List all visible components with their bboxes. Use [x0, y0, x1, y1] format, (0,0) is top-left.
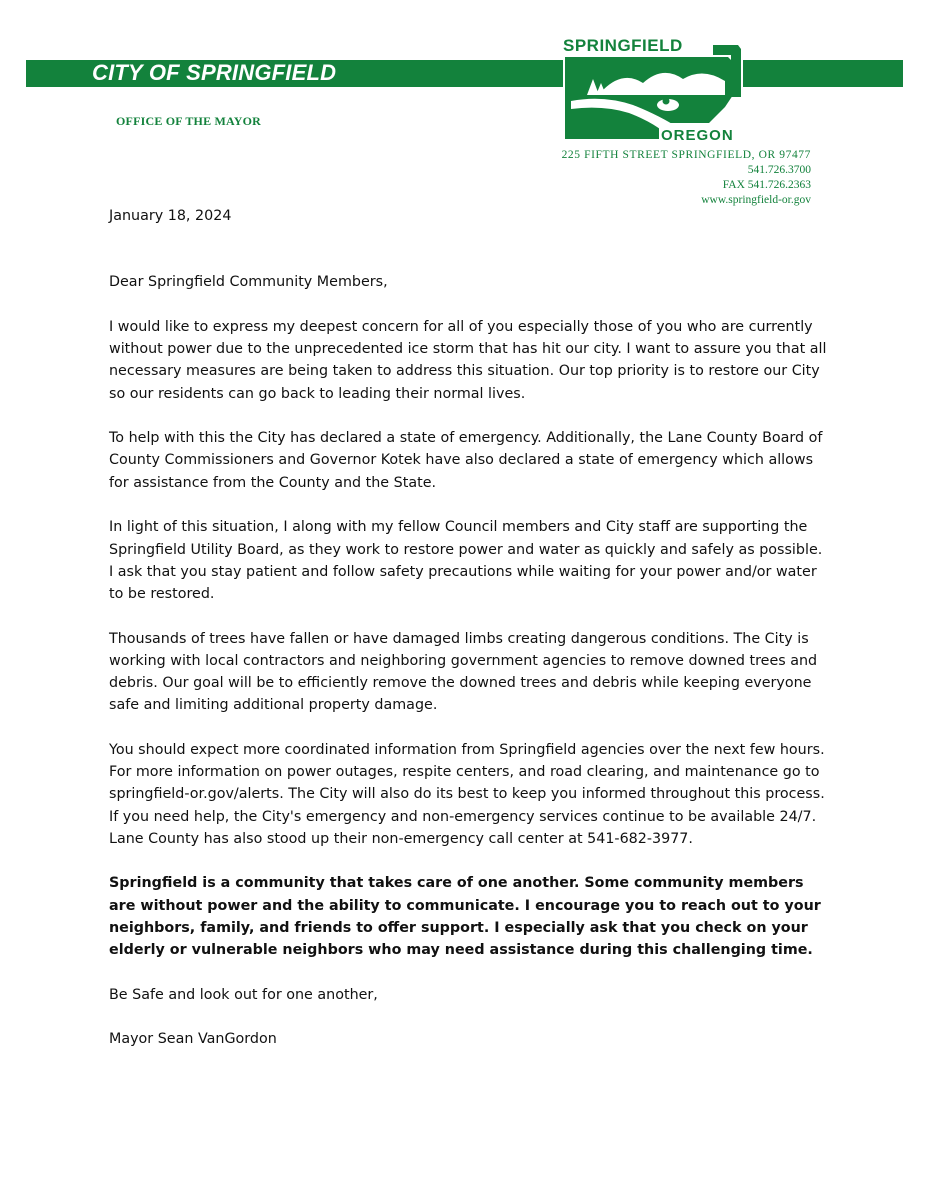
- letter-paragraph: In light of this situation, I along with my fellow Council members and City staff are supporting the Springfield Utility Board, as they work to restore power and water as quickly and safely as possible. I ask that you stay patient and follow safety precautions while waiting for your power and/or water to be restored.: [109, 519, 823, 602]
- letter-salutation: Dear Springfield Community Members,: [109, 274, 388, 291]
- contact-phone: 541.726.3700: [747, 164, 811, 176]
- city-title: CITY OF SPRINGFIELD: [92, 60, 337, 85]
- contact-block: [562, 148, 811, 208]
- contact-fax: FAX 541.726.2363: [722, 179, 811, 191]
- letter-paragraph: To help with this the City has declared a state of emergency. Additionally, the Lane County Board of County Commissioners and Governor Kotek have also declared a state of emergency which allows for assistance from the County and the State.: [109, 430, 823, 491]
- letter-signature: Mayor Sean VanGordon: [109, 1031, 277, 1048]
- springfield-logo: [563, 35, 743, 145]
- letter-closing: Be Safe and look out for one another,: [109, 986, 378, 1003]
- letter-paragraph: Thousands of trees have fallen or have damaged limbs creating dangerous conditions. The City is working with local contractors and neighboring government agencies to remove downed trees and debris. Our goal will be to efficiently remove the downed trees and debris while keeping everyone safe and limiting additional property damage.: [109, 630, 818, 714]
- letter-paragraph: I would like to express my deepest concern for all of you especially those of you who are currently without power due to the unprecedented ice storm that has hit our city. I want to assure you that all necessary measures are being taken to address this situation. Our top priority is to restore our City so our residents can go back to leading their normal lives.: [109, 318, 827, 402]
- logo-top-text: SPRINGFIELD: [563, 36, 683, 55]
- letter-paragraph: You should expect more coordinated information from Springfield agencies over the next few hours. For more information on power outages, respite centers, and road clearing, and maintenance go to springfield-or.gov/alerts. The City will also do its best to keep you informed throughout this process. If you need help, the City's emergency and non-emergency services continue to be available 24/7. Lane County has also stood up their non-emergency call center at 541-682-3977.: [109, 741, 825, 847]
- logo-bottom-text: OREGON: [661, 127, 734, 144]
- letter-body: [109, 205, 829, 1073]
- contact-web[interactable]: www.springfield-or.gov: [701, 194, 811, 206]
- letter-bold-paragraph: Springfield is a community that takes care of one another. Some community members are without power and the ability to communicate. I encourage you to reach out to your neighbors, family, and friends to offer support. I especially ask that you check on your elderly or vulnerable neighbors who may need assistance during this challenging time.: [109, 875, 821, 959]
- contact-street: 225 FIFTH STREET SPRINGFIELD, OR 97477: [561, 149, 811, 161]
- letter-date: January 18, 2024: [109, 208, 232, 224]
- office-of-mayor: OFFICE OF THE MAYOR: [116, 114, 262, 128]
